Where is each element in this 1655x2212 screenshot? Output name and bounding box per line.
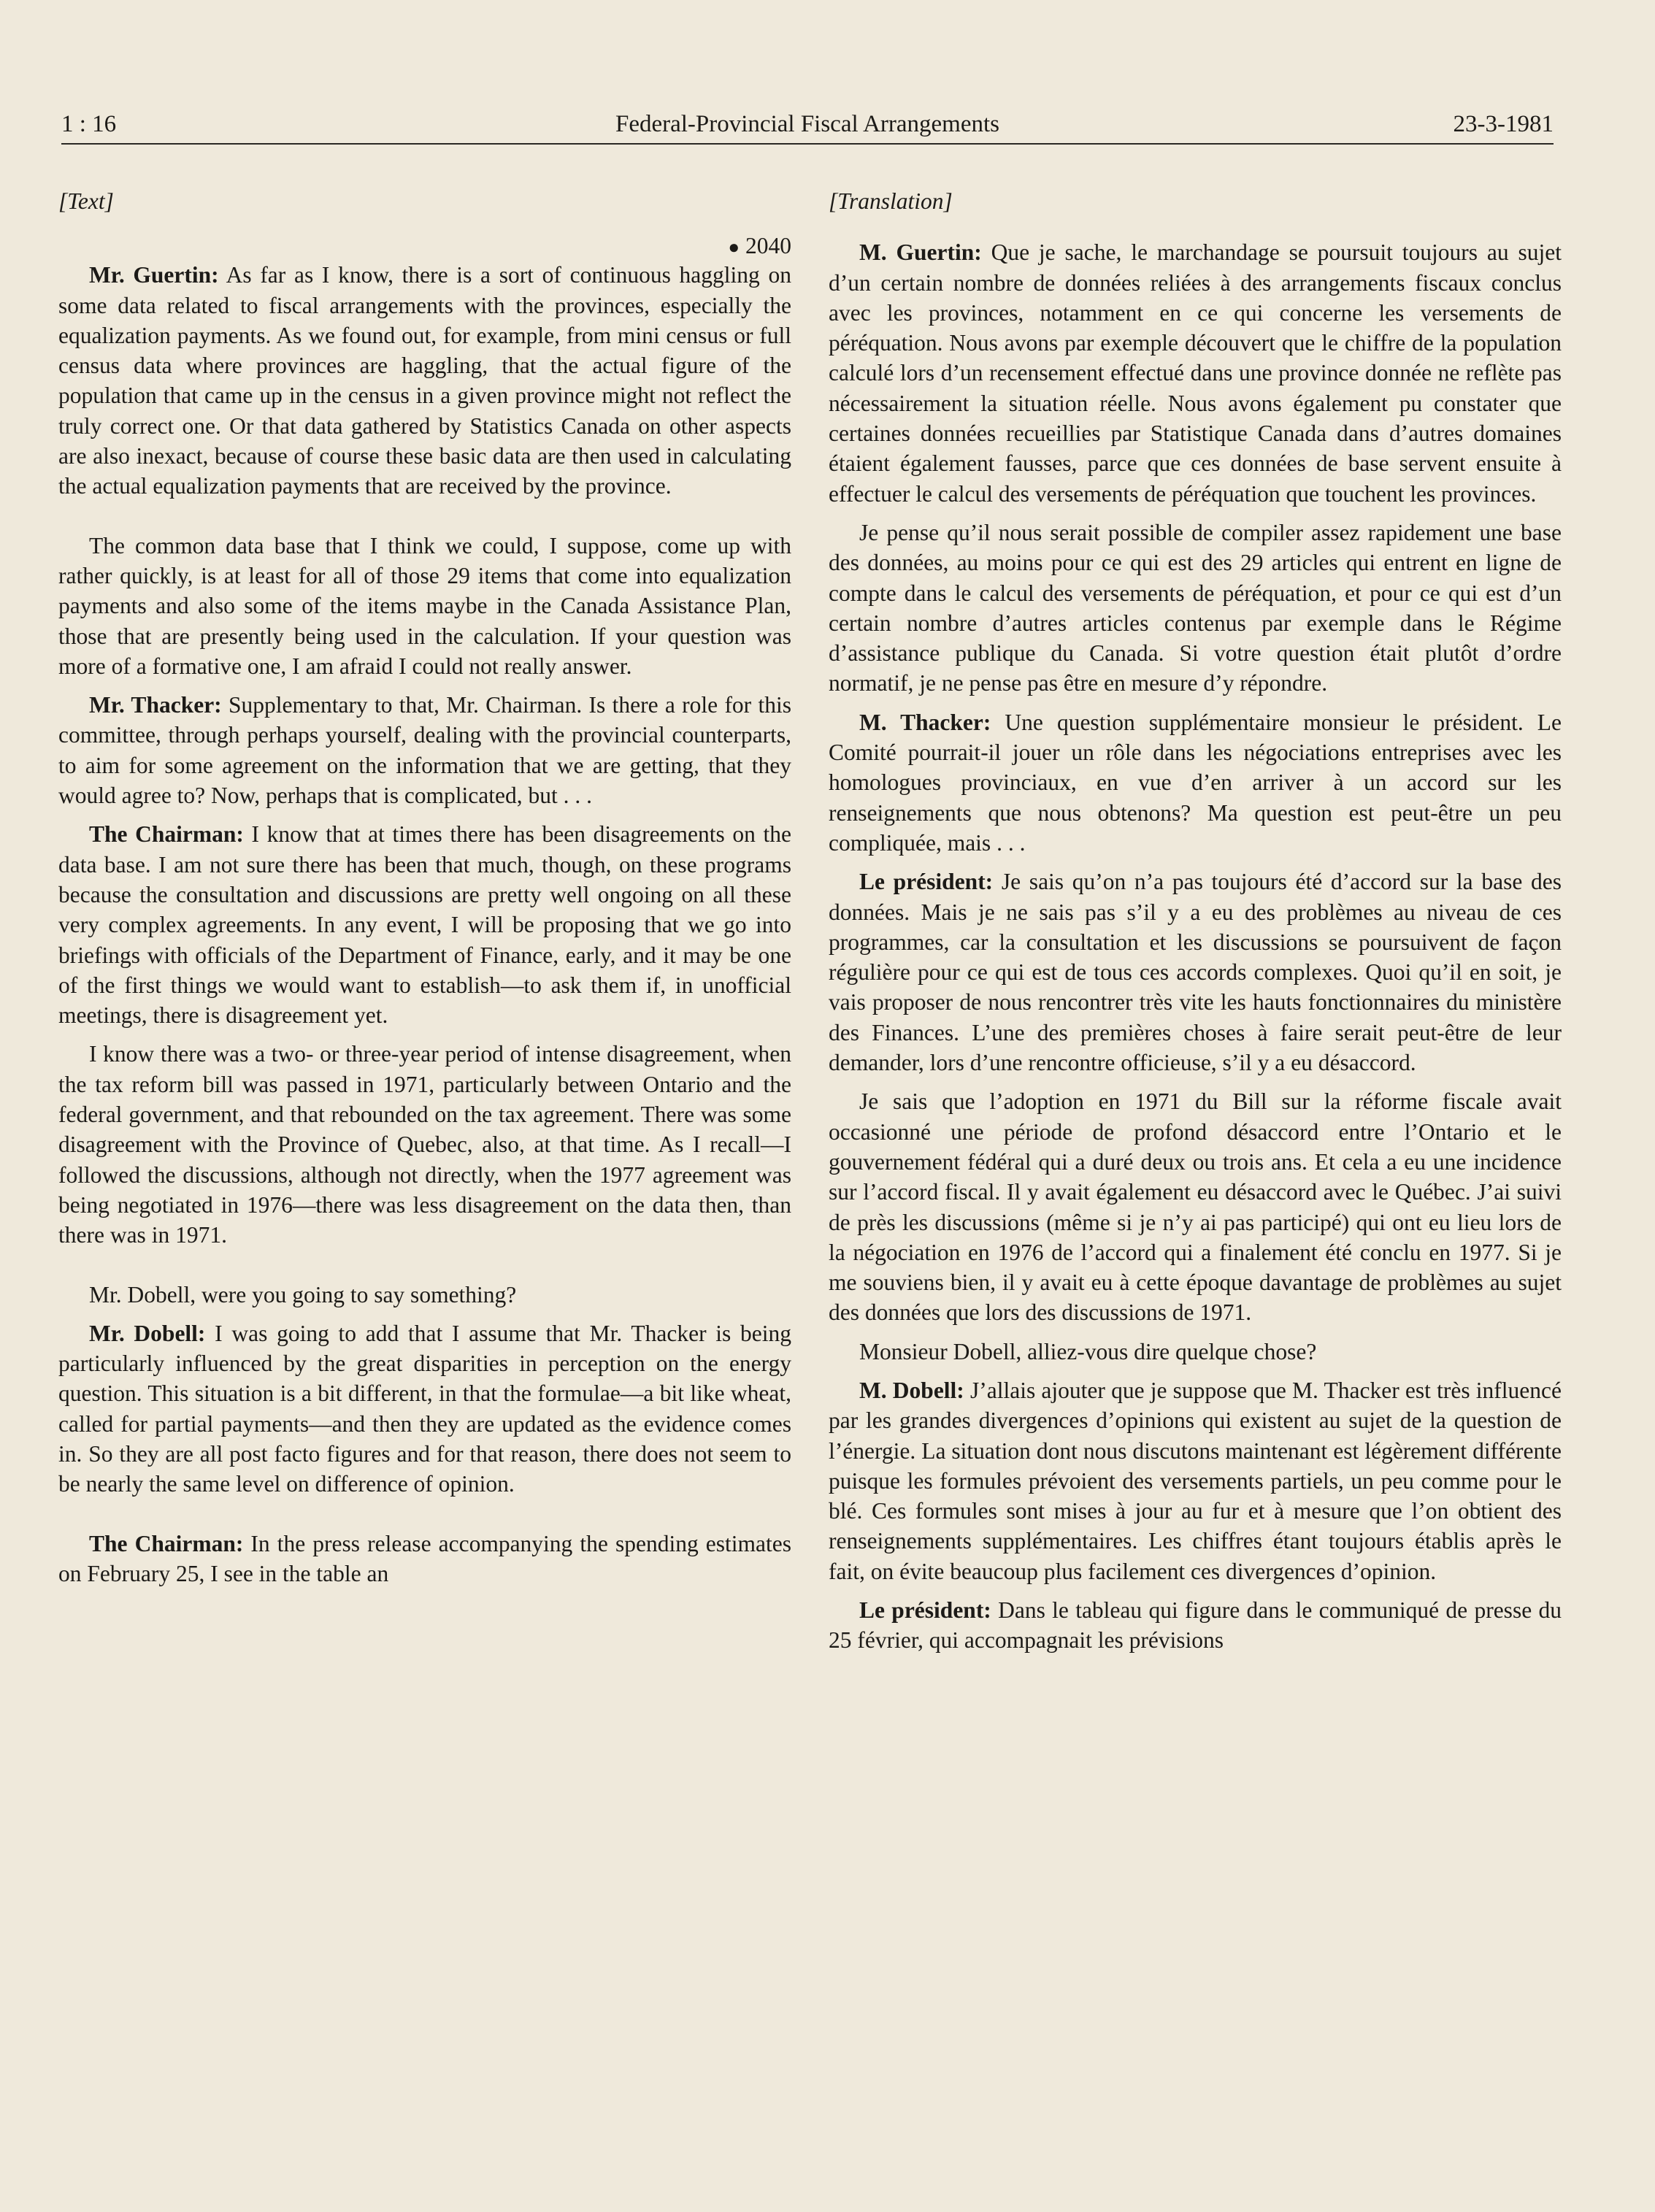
paragraph-text: Supplementary to that, Mr. Chairman. Is there a role for this committee, through perhaps yourself, dealing with the provincial counterparts, to aim for some agreement on the information that we are getting, that they would agree to? Now, perhaps that is complicated, but . . . (58, 692, 791, 809)
paragraph (829, 867, 1562, 1078)
header-title: Federal-Provincial Fiscal Arrangements (615, 111, 1000, 137)
paragraph (58, 1529, 791, 1589)
paragraph-text: As far as I know, there is a sort of continuous haggling on some data related to fiscal arrangements with the provinces, especially the equalization payments. As we found out, for example, from mini census or full census data where provinces are haggling, that the actual figure of the population that came up in the census in a given province might not reflect the truly correct one. Or that data gathered by Statistics Canada on other aspects are also inexact, because of course these basic data are then used in calculating the actual equalization payments that are received by the province. (58, 262, 791, 499)
paragraph (58, 819, 791, 1030)
bullet-icon: ● (728, 237, 740, 258)
english-column-heading: [Text] (58, 188, 114, 214)
speaker-name: Le président: (859, 869, 994, 895)
paragraph-text: In the press release accompanying the spending estimates on February 25, I see in the table an (58, 1530, 791, 1586)
paragraph-text: Que je sache, le marchandage se poursuit toujours au sujet d’un certain nombre de données reliées à des arrangements fiscaux conclus avec les provinces, notamment en ce qui concerne les versements de péréquation. Nous avons par exemple découvert que le chiffre de la population calculé lors d’un recensement effectué dans une province donnée ne reflète pas nécessairement la situation réelle. Nous avons également pu constater que certaines données recueillies par Statistique Canada dans d’autres domaines étaient également fausses, parce que ces données de base servent ensuite à effectuer le calcul des versements de péréquation que touchent les provinces. (829, 239, 1562, 507)
speaker-name: The Chairman: (89, 821, 244, 848)
speaker-name: Mr. Dobell: (89, 1320, 206, 1346)
paragraph-text: Je sais qu’on n’a pas toujours été d’accord sur la base des données. Mais je ne sais pas s’il y a eu des problèmes au niveau de ces programmes, car la consultation et les discussions se poursuivent de façon régulière pour ce qui est de tous ces accords complexes. Quoi qu’il en soit, je vais proposer de nous rencontrer très vite les hauts fonctionnaires du ministère des Finances. L’une des premières choses à faire serait peut-être de leur demander, lors d’une rencontre officieuse, s’il y a eu désaccord. (829, 869, 1562, 1076)
french-column-heading: [Translation] (829, 188, 953, 214)
paragraph-text: The common data base that I think we could, I suppose, come up with rather quickly, is at least for all of those 29 items that come into equalization payments and also some of the items maybe in the Canada Assistance Plan, those that are presently being used in the calculation. If your question was more of a formative one, I am afraid I could not really answer. (58, 532, 791, 679)
paragraph (829, 1086, 1562, 1327)
paragraph (58, 260, 791, 501)
speaker-name: Mr. Guertin: (89, 262, 219, 288)
paragraph (829, 1595, 1562, 1656)
paragraph (58, 1280, 791, 1310)
paragraph (829, 1375, 1562, 1586)
speaker-name: Mr. Thacker: (89, 692, 222, 718)
paragraph-text: Dans le tableau qui figure dans le communiqué de presse du 25 février, qui accompagnait les prévisions (829, 1597, 1562, 1654)
english-column (58, 186, 791, 1597)
paragraph (58, 1039, 791, 1250)
paragraph-text: I know that at times there has been disagreements on the data base. I am not sure there has been that much, though, on these programs because the consultation and discussions are pretty well ongoing on all these very complex agreements. In any event, I will be proposing that we go into briefings with officials of the Department of Finance, early, and it may be one of the first things we would want to establish—to ask them if, in unofficial meetings, there is disagreement yet. (58, 821, 791, 1029)
speaker-name: Le président: (859, 1597, 991, 1624)
header-date: 23-3-1981 (1453, 111, 1554, 137)
timestamp-value: 2040 (745, 233, 791, 259)
paragraph (829, 237, 1562, 509)
paragraph (58, 531, 791, 681)
french-column (829, 186, 1562, 1664)
paragraph (829, 518, 1562, 699)
paragraph-text: Une question supplémentaire monsieur le président. Le Comité pourrait-il jouer un rôle dans les négociations entreprises avec les homologues provinciaux, en vue d’en arriver à un accord sur les renseignements que nous obtenons? Ma question est peut-être un peu compliquée, mais . . . (829, 709, 1562, 856)
paragraph-text: Je sais que l’adoption en 1971 du Bill sur la réforme fiscale avait occasionné une période de profond désaccord entre l’Ontario et le gouvernement fédéral qui a duré deux ou trois ans. Et cela a eu une incidence sur l’accord fiscal. Il y avait également eu désaccord avec le Québec. J’ai suivi de près les discussions (même si je n’y ai pas participé) qui ont eu lieu lors de la négociation en 1976 de l’accord qui a finalement été conclu en 1977. Si je me souviens bien, il y avait eu à cette époque davantage de problèmes au sujet des données que lors des discussions de 1971. (829, 1088, 1562, 1326)
paragraph-text: I know there was a two- or three-year period of intense disagreement, when the tax reform bill was passed in 1971, particularly between Ontario and the federal government, and that rebounded on the tax agreement. There was some disagreement with the Province of Quebec, also, at that time. As I recall—I followed the discussions, although not directly, when the 1977 agreement was being negotiated in 1976—there was less disagreement on the data then, than there was in 1971. (58, 1041, 791, 1248)
speaker-name: M. Dobell: (859, 1377, 964, 1403)
paragraph (58, 1318, 791, 1499)
paragraph-text: Je pense qu’il nous serait possible de compiler assez rapidement une base des données, au moins pour ce qui est des 29 articles qui entrent en ligne de compte dans le calcul des versements de péréquation, et pour ce qui est d’un certain nombre d’autres articles contenus par exemple dans le Régime d’assistance publique du Canada. Si votre question était plutôt d’ordre normatif, je ne pense pas être en mesure d’y répondre. (829, 519, 1562, 696)
paragraph (58, 690, 791, 810)
speaker-name: M. Thacker: (859, 709, 991, 735)
paragraph (829, 1337, 1562, 1367)
paragraph-text: Mr. Dobell, were you going to say something? (89, 1281, 517, 1307)
speaker-name: The Chairman: (89, 1530, 244, 1556)
paragraph-text: J’allais ajouter que je suppose que M. Thacker est très influencé par les grandes divergences d’opinions qui existent au sujet de la question de l’énergie. La situation dont nous discutons maintenant est légèrement différente puisque les formules prévoient des versements partiels, un peu comme pour le blé. Ces formules sont mises à jour au fur et à mesure que l’on obtient des renseignements supplémentaires. Les chiffres étant toujours établis après le fait, on évite beaucoup plus facilement ces divergences d’opinion. (829, 1377, 1562, 1584)
paragraph (829, 707, 1562, 858)
paragraph-text: Monsieur Dobell, alliez-vous dire quelque chose? (859, 1338, 1317, 1364)
timestamp (58, 231, 791, 260)
page-number: 1 : 16 (61, 111, 117, 137)
running-header (61, 108, 1554, 145)
paragraph-text: I was going to add that I assume that Mr. Thacker is being particularly influenced by the great disparities in perception on the energy question. This situation is a bit different, in that the formulae—a bit like wheat, called for partial payments—and then they are updated as the evidence comes in. So they are all post facto figures and for that reason, there does not seem to be nearly the same level on difference of opinion. (58, 1320, 792, 1497)
speaker-name: M. Guertin: (859, 239, 982, 266)
